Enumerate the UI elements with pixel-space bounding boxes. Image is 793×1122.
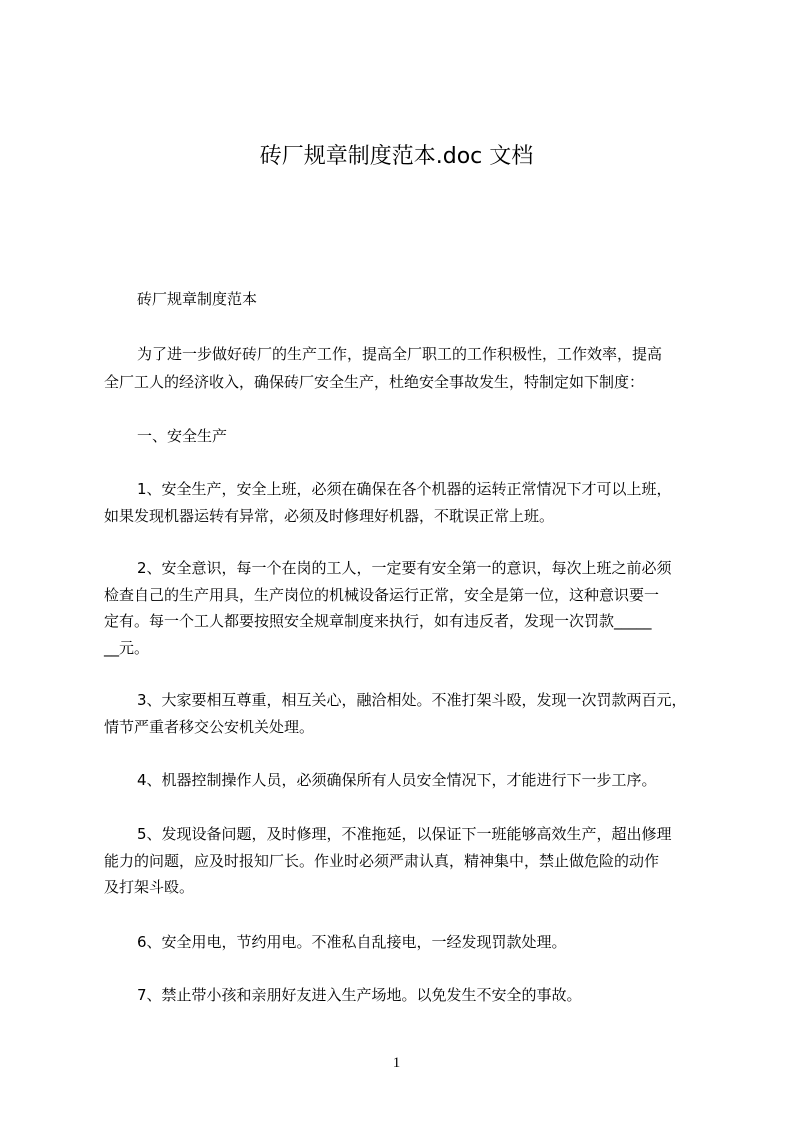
- rule-5-line-2: 能力的问题，应及时报知厂长。作业时必须严肃认真，精神集中，禁止做危险的动作: [104, 852, 660, 870]
- section-heading: 一、安全生产: [137, 427, 228, 445]
- rule-3-line-2: 情节严重者移交公安机关处理。: [104, 718, 315, 736]
- rule-2-line-3: 定有。每一个工人都要按照安全规章制度来执行，如有违反者，发现一次罚款_____: [104, 612, 652, 630]
- rule-6-line-1: 6、安全用电，节约用电。不准私自乱接电，一经发现罚款处理。: [137, 933, 567, 951]
- rule-5-line-3: 及打架斗殴。: [104, 878, 195, 896]
- rule-7-line-1: 7、禁止带小孩和亲朋好友进入生产场地。以免发生不安全的事故。: [137, 986, 582, 1004]
- document-title: 砖厂规章制度范本.doc 文档: [259, 144, 534, 169]
- rule-2-line-2: 检查自己的生产用具，生产岗位的机械设备运行正常，安全是第一位，这种意识要一: [104, 586, 660, 604]
- rule-3-line-1: 3、大家要相互尊重，相互关心，融洽相处。不准打架斗殴，发现一次罚款两百元，: [137, 691, 687, 709]
- rule-1-line-2: 如果发现机器运转有异常，必须及时修理好机器，不耽误正常上班。: [104, 507, 555, 525]
- rule-5-line-1: 5、发现设备问题，及时修理，不准拖延，以保证下一班能够高效生产，超出修理: [137, 825, 672, 843]
- intro-line-1: 为了进一步做好砖厂的生产工作，提高全厂职工的工作积极性，工作效率，提高: [137, 345, 663, 363]
- intro-line-2: 全厂工人的经济收入，确保砖厂安全生产，杜绝安全事故发生，特制定如下制度：: [104, 373, 645, 391]
- page-number: 1: [392, 1055, 401, 1071]
- rule-2-line-1: 2、安全意识，每一个在岗的工人，一定要有安全第一的意识，每次上班之前必须: [137, 559, 672, 577]
- document-subtitle: 砖厂规章制度范本: [137, 290, 258, 308]
- rule-2-line-4: __元。: [104, 639, 150, 657]
- rule-4-line-1: 4、机器控制操作人员，必须确保所有人员安全情况下，才能进行下一步工序。: [137, 771, 657, 789]
- rule-1-line-1: 1、安全生产，安全上班，必须在确保在各个机器的运转正常情况下才可以上班，: [137, 480, 672, 498]
